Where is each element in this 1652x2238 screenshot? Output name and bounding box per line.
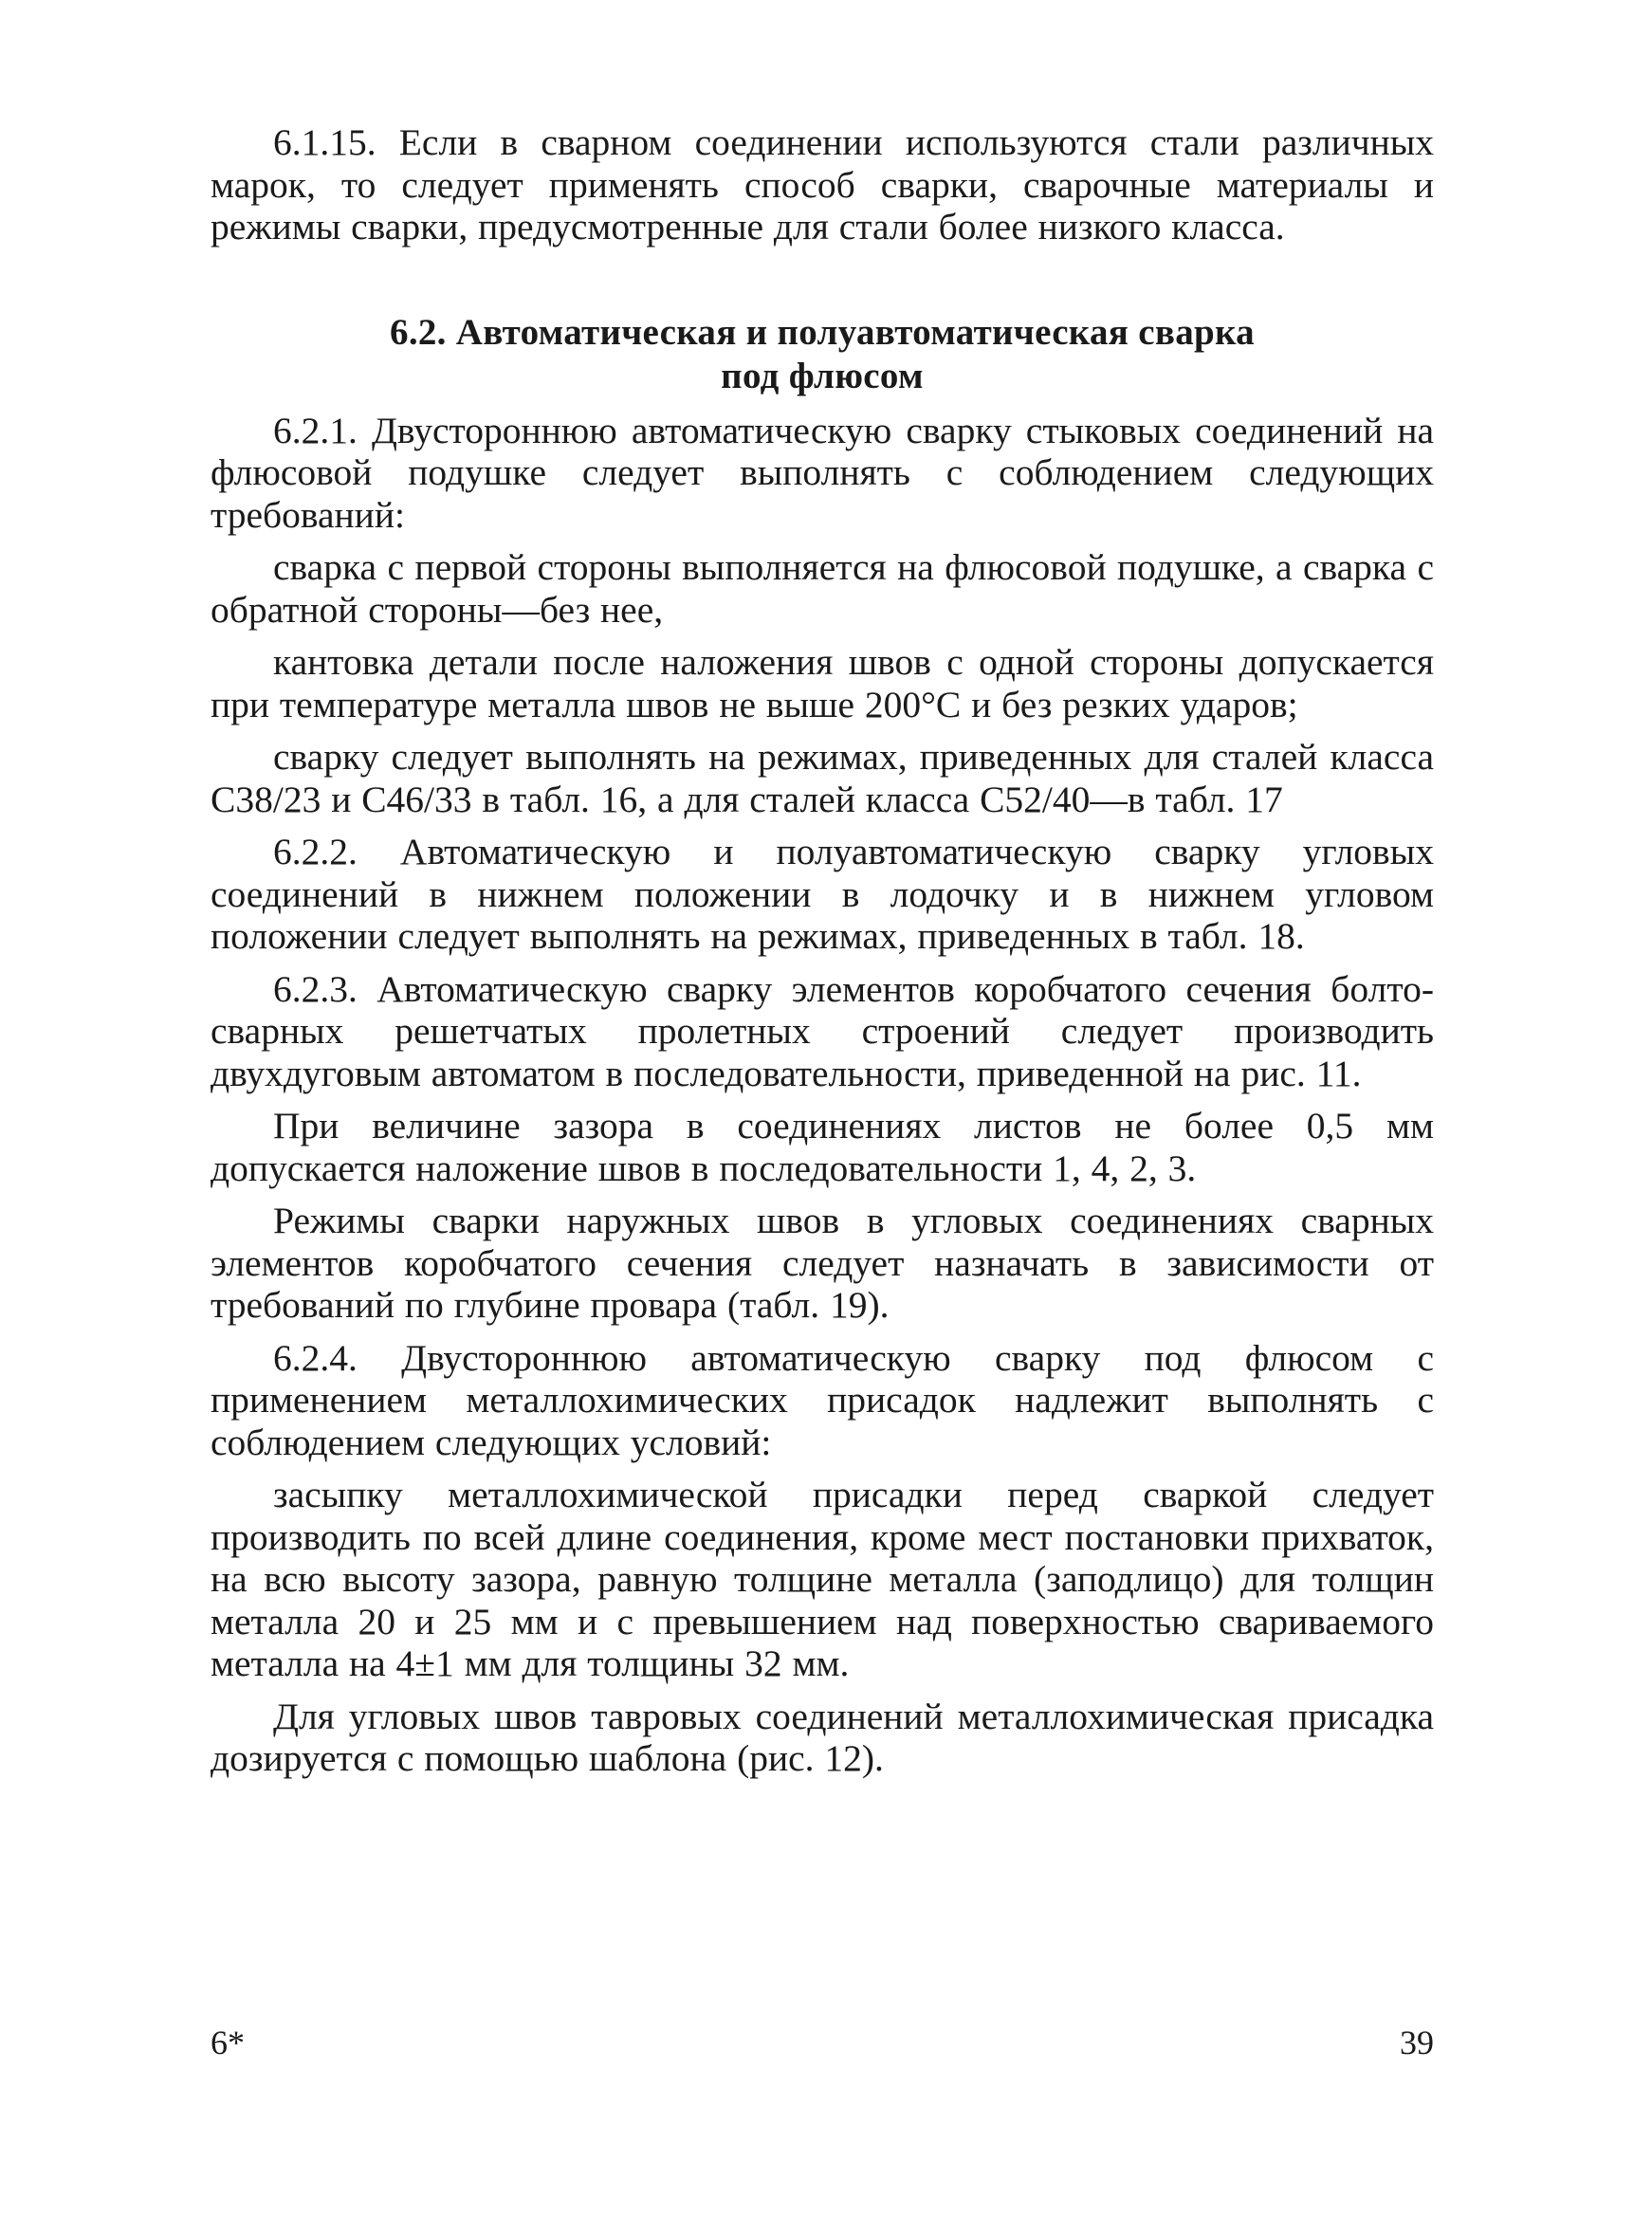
paragraph-6-2-2: 6.2.2. Автоматическую и полуавтоматическую сварку угловых соединений в нижнем положении в лодочку и в нижнем угловом положении следует выполнять на режимах, приведенных в табл. 18.	[211, 831, 1434, 957]
paragraph-fillet-welds: Для угловых швов тавровых соединений металлохимическая присадка дозируется с помощью шаблона (рис. 12).	[211, 1695, 1434, 1779]
page-number: 39	[1400, 2024, 1434, 2062]
page-body	[211, 121, 1434, 1780]
paragraph-6-2-4: 6.2.4. Двустороннюю автоматическую сварку под флюсом с применением металлохимических присадок надлежит выполнять с соблюдением следующих условий:	[211, 1336, 1434, 1463]
list-item-filler-fill: засыпку металлохимической присадки перед сваркой следует производить по всей длине соединения, кроме мест постановки прихваток, на всю высоту зазора, равную толщине металла (заподлицо) для толщин металла 20 и 25 мм и с превышением над поверхностью свариваемого металла на 4±1 мм для толщины 32 мм.	[211, 1474, 1434, 1684]
section-heading	[211, 311, 1434, 398]
signature-mark: 6*	[211, 2024, 245, 2062]
page-footer	[211, 2020, 1434, 2065]
paragraph-outer-seams: Режимы сварки наружных швов в угловых соединениях сварных элементов коробчатого сечения следует назначать в зависимости от требований по глубине провара (табл. 19).	[211, 1200, 1434, 1326]
paragraph-gap-note: При величине зазора в соединениях листов не более 0,5 мм допускается наложение швов в последовательности 1, 4, 2, 3.	[211, 1105, 1434, 1189]
paragraph-6-1-15: 6.1.15. Если в сварном соединении используются стали различных марок, то следует применять способ сварки, сварочные материалы и режимы сварки, предусмотренные для стали более низкого класса.	[211, 121, 1434, 248]
list-item-modes: сварку следует выполнять на режимах, приведенных для сталей класса С38/23 и С46/33 в табл. 16, а для сталей класса С52/40—в табл. 17	[211, 736, 1434, 820]
paragraph-6-2-3: 6.2.3. Автоматическую сварку элементов коробчатого сечения болто-сварных решетчатых пролетных строений следует производить двухдуговым автоматом в последовательности, приведенной на рис. 11.	[211, 967, 1434, 1094]
paragraph-6-2-1: 6.2.1. Двустороннюю автоматическую сварку стыковых соединений на флюсовой подушке следует выполнять с соблюдением следующих требований:	[211, 409, 1434, 536]
list-item-turning: кантовка детали после наложения швов с одной стороны допускается при температуре металла швов не выше 200°С и без резких ударов;	[211, 641, 1434, 725]
list-item-first-side: сварка с первой стороны выполняется на флюсовой подушке, а сварка с обратной стороны—без нее,	[211, 546, 1434, 631]
section-heading-line-1: 6.2. Автоматическая и полуавтоматическая сварка	[390, 311, 1255, 353]
section-heading-line-2: под флюсом	[721, 355, 924, 396]
